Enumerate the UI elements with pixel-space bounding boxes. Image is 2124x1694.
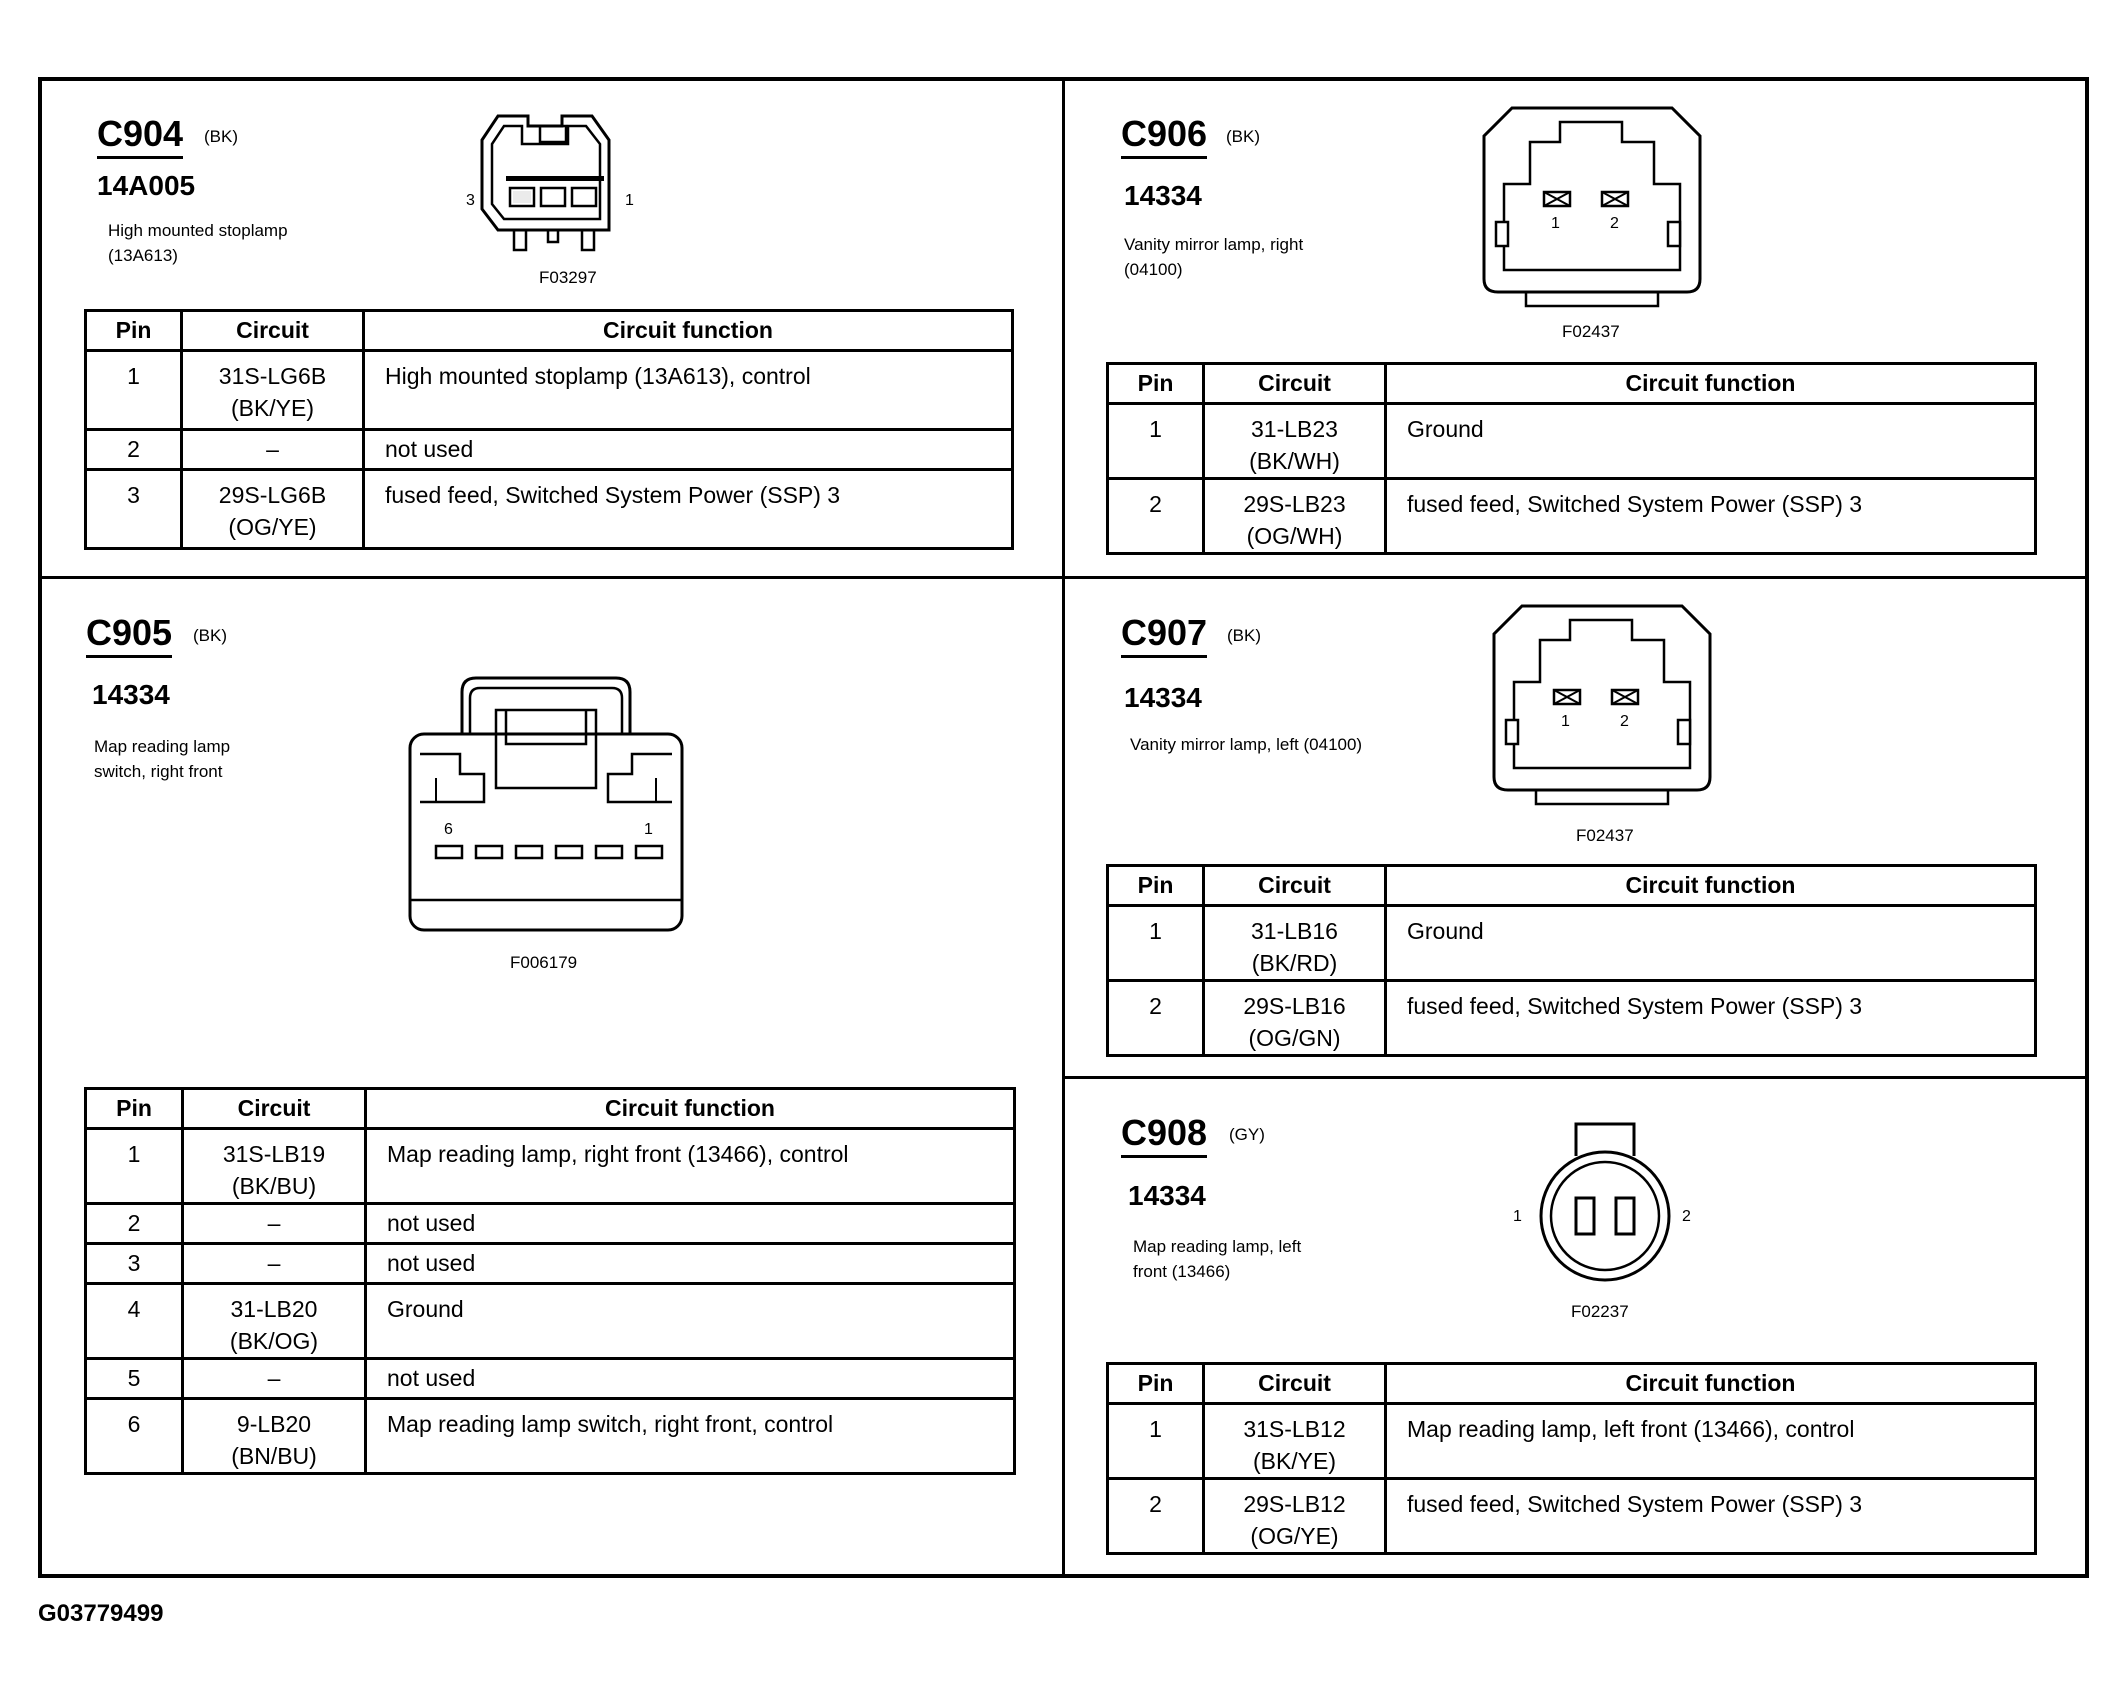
table-row (86, 1129, 1015, 1204)
pin-label: 3 (466, 192, 475, 209)
pin-cell: 1 (86, 1129, 183, 1204)
header-pin: Pin (86, 311, 182, 351)
circuit-cell (183, 1359, 366, 1399)
circuit-code: – (267, 1365, 281, 1391)
wire-color: (OG/WH) (1246, 523, 1343, 549)
function-cell: High mounted stoplamp (13A613), control (364, 351, 1013, 430)
wire-color: (OG/YE) (1250, 1523, 1339, 1549)
connector-id: C907 (1121, 615, 1207, 658)
part-number: 14334 (1124, 682, 1202, 713)
part-number: 14334 (1124, 180, 1202, 211)
wire-color: (BK/YE) (230, 395, 315, 421)
pin-cell: 3 (86, 1244, 183, 1284)
column-divider (1062, 77, 1065, 1578)
connector-description: Map reading lamp switch, right front (94, 737, 231, 781)
circuit-code: 29S-LB23 (1243, 491, 1346, 517)
connector-color: (BK) (204, 127, 238, 146)
table-row (86, 1284, 1015, 1359)
function-cell: Map reading lamp, right front (13466), control (366, 1129, 1015, 1204)
connector-face-c908 (1510, 1120, 1700, 1286)
header-function: Circuit function (1386, 866, 2036, 906)
table-row (86, 470, 1013, 549)
connector-face-c906 (1474, 104, 1714, 312)
figure-code: F02437 (1576, 826, 1634, 845)
function-cell: not used (364, 430, 1013, 470)
pin-label: 1 (1513, 1208, 1522, 1225)
header-function: Circuit function (1386, 1364, 2036, 1404)
circuit-code: 29S-LG6B (218, 482, 327, 508)
figure-code: F02237 (1571, 1302, 1629, 1321)
circuit-cell (182, 430, 364, 470)
circuit-code: – (266, 436, 279, 462)
connector-description: Vanity mirror lamp, left (04100) (1130, 735, 1363, 754)
function-cell: fused feed, Switched System Power (SSP) 3 (364, 470, 1013, 549)
connector-id: C904 (97, 116, 183, 159)
header-function: Circuit function (366, 1089, 1015, 1129)
table-row (86, 1399, 1015, 1474)
connector-id: C908 (1121, 1115, 1207, 1158)
circuit-code: 31S-LB12 (1243, 1416, 1346, 1442)
wire-color: (OG/YE) (228, 514, 317, 540)
circuit-cell (183, 1244, 366, 1284)
circuit-code: 31-LB23 (1251, 416, 1338, 442)
pin-label: 2 (1610, 215, 1619, 232)
header-circuit: Circuit (1204, 364, 1386, 404)
wire-color: (BK/YE) (1252, 1448, 1337, 1474)
circuit-cell (182, 351, 364, 430)
function-cell: fused feed, Switched System Power (SSP) 3 (1386, 1479, 2036, 1554)
circuit-code: 31S-LB19 (222, 1141, 326, 1167)
figure-id: G03779499 (38, 1600, 164, 1627)
function-cell: Ground (366, 1284, 1015, 1359)
part-number: 14334 (1128, 1180, 1206, 1211)
part-number: 14334 (92, 679, 170, 710)
connector-color: (BK) (1226, 127, 1260, 146)
header-function: Circuit function (1386, 364, 2036, 404)
circuit-code: 29S-LB16 (1243, 993, 1346, 1019)
table-row (1108, 1404, 2036, 1479)
connector-face-c905 (406, 674, 686, 936)
circuit-cell (1204, 906, 1386, 981)
table-row (1108, 906, 2036, 981)
header-pin: Pin (1108, 1364, 1204, 1404)
pin-label: 2 (1682, 1208, 1691, 1225)
header-circuit: Circuit (1204, 1364, 1386, 1404)
pin-cell: 2 (1108, 981, 1204, 1056)
connector-description: High mounted stoplamp (13A613) (108, 221, 288, 265)
pin-cell: 1 (1108, 906, 1204, 981)
function-cell: fused feed, Switched System Power (SSP) 3 (1386, 981, 2036, 1056)
pin-label: 1 (1561, 713, 1570, 730)
figure-code: F006179 (510, 953, 578, 972)
pinout-table-c904 (84, 309, 1014, 550)
pin-cell: 2 (1108, 1479, 1204, 1554)
pin-cell: 6 (86, 1399, 183, 1474)
circuit-cell (183, 1284, 366, 1359)
pin-label: 1 (644, 821, 653, 838)
table-row (1108, 479, 2036, 554)
header-circuit: Circuit (1204, 866, 1386, 906)
pin-cell: 5 (86, 1359, 183, 1399)
header-circuit: Circuit (182, 311, 364, 351)
pin-cell: 1 (1108, 404, 1204, 479)
pin-label: 2 (1620, 713, 1629, 730)
table-row (1108, 404, 2036, 479)
function-cell: Map reading lamp, left front (13466), control (1386, 1404, 2036, 1479)
pin-cell: 1 (86, 351, 182, 430)
function-cell: not used (366, 1359, 1015, 1399)
pin-cell: 2 (1108, 479, 1204, 554)
circuit-code: – (267, 1210, 281, 1236)
header-circuit: Circuit (183, 1089, 366, 1129)
circuit-code: 31-LB20 (230, 1296, 318, 1322)
wire-color: (BK/OG) (229, 1328, 319, 1354)
connector-description: Map reading lamp, left front (13466) (1133, 1237, 1302, 1281)
function-cell: not used (366, 1244, 1015, 1284)
pin-cell: 2 (86, 1204, 183, 1244)
pin-label: 1 (1551, 215, 1560, 232)
circuit-cell (1204, 479, 1386, 554)
header-pin: Pin (86, 1089, 183, 1129)
pin-label: 1 (625, 192, 634, 209)
function-cell: Ground (1386, 906, 2036, 981)
wire-color: (BK/BU) (231, 1173, 317, 1199)
pinout-table-c905 (84, 1087, 1016, 1475)
circuit-code: – (267, 1250, 281, 1276)
table-row (1108, 1479, 2036, 1554)
pin-cell: 4 (86, 1284, 183, 1359)
circuit-code: 31S-LG6B (218, 363, 327, 389)
row-divider-right-bottom (1063, 1076, 2089, 1079)
connector-description: Vanity mirror lamp, right (04100) (1124, 235, 1304, 279)
circuit-cell (183, 1399, 366, 1474)
connector-color: (BK) (193, 626, 227, 645)
pin-cell: 1 (1108, 1404, 1204, 1479)
circuit-cell (1204, 404, 1386, 479)
wire-color: (BK/WH) (1249, 448, 1340, 474)
row-divider-left (38, 576, 1063, 579)
function-cell: not used (366, 1204, 1015, 1244)
header-pin: Pin (1108, 364, 1204, 404)
pin-label: 6 (444, 821, 453, 838)
wire-color: (BN/BU) (231, 1443, 317, 1469)
figure-code: F02437 (1562, 322, 1620, 341)
circuit-cell (183, 1129, 366, 1204)
circuit-code: 29S-LB12 (1243, 1491, 1346, 1517)
function-cell: fused feed, Switched System Power (SSP) 3 (1386, 479, 2036, 554)
circuit-cell (1204, 1404, 1386, 1479)
table-row (86, 430, 1013, 470)
table-row (86, 1359, 1015, 1399)
connector-face-c904 (462, 104, 642, 256)
circuit-code: 31-LB16 (1251, 918, 1338, 944)
pin-cell: 2 (86, 430, 182, 470)
circuit-cell (1204, 981, 1386, 1056)
header-pin: Pin (1108, 866, 1204, 906)
part-number: 14A005 (97, 170, 196, 201)
pinout-table-c907 (1106, 864, 2037, 1057)
row-divider-right-top (1063, 576, 2089, 579)
connector-color: (BK) (1227, 626, 1261, 645)
connector-face-c907 (1484, 602, 1724, 810)
wire-color: (BK/RD) (1251, 950, 1338, 976)
circuit-cell (1204, 1479, 1386, 1554)
header-function: Circuit function (364, 311, 1013, 351)
circuit-code: 9-LB20 (236, 1411, 312, 1437)
circuit-cell (183, 1204, 366, 1244)
function-cell: Map reading lamp switch, right front, control (366, 1399, 1015, 1474)
circuit-cell (182, 470, 364, 549)
table-row (86, 1244, 1015, 1284)
table-row (86, 351, 1013, 430)
function-cell: Ground (1386, 404, 2036, 479)
pinout-table-c908 (1106, 1362, 2037, 1555)
table-row (1108, 981, 2036, 1056)
pin-cell: 3 (86, 470, 182, 549)
connector-id: C905 (86, 615, 172, 658)
wire-color: (OG/GN) (1248, 1025, 1341, 1051)
connector-id: C906 (1121, 116, 1207, 159)
figure-code: F03297 (539, 268, 597, 287)
table-row (86, 1204, 1015, 1244)
connector-color: (GY) (1229, 1125, 1265, 1144)
pinout-table-c906 (1106, 362, 2037, 555)
